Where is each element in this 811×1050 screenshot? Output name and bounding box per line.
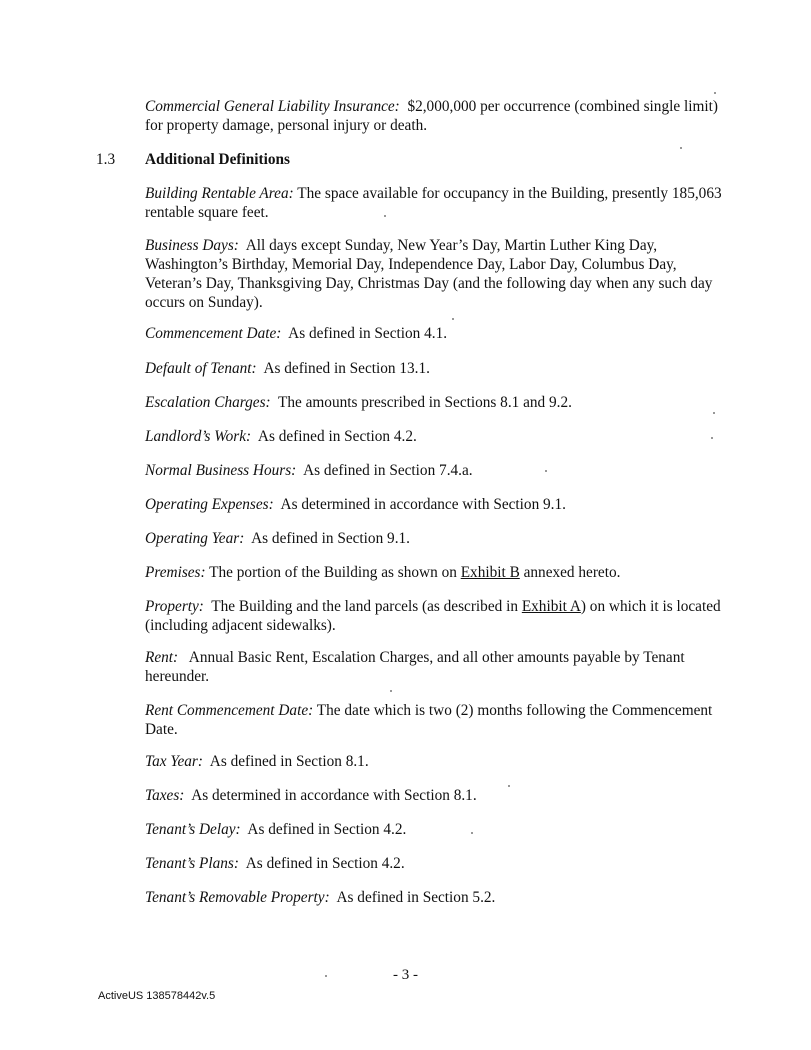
definition-term: Tenant’s Plans: [145,855,239,872]
definition-text: As defined in Section 4.2. [245,855,405,872]
definition-text: As determined in accordance with Section 8.1. [191,787,477,804]
definition-rent-commencement-date [145,701,725,739]
definition-term: Escalation Charges: [145,394,271,411]
definition-term: Premises: [145,564,206,581]
definition-landlords-work [145,427,725,446]
definition-text: The date which is two (2) months following the Commencement Date. [145,702,713,738]
definition-text: As defined in Section 5.2. [336,889,496,906]
scan-speck [390,690,392,692]
definition-term: Rent Commencement Date: [145,702,314,719]
definition-term: Default of Tenant: [145,360,257,377]
definition-taxes [145,786,725,805]
definition-operating-year [145,529,725,548]
definition-tenants-delay [145,820,725,839]
definition-text: As defined in Section 8.1. [209,753,369,770]
definition-normal-business-hours [145,461,725,480]
section-number: 1.3 [96,151,116,168]
definition-term: Landlord’s Work: [145,428,252,445]
definition-rent [145,648,725,686]
definition-building-rentable-area [145,184,725,222]
scan-speck [508,785,510,787]
definition-text: The Building and the land parcels (as described in [211,598,518,615]
definition-text: As defined in Section 4.2. [247,821,407,838]
definition-text: As defined in Section 4.2. [257,428,417,445]
definition-text: All days except Sunday, New Year’s Day, Martin Luther King Day, Washington’s Birthday, Memorial Day, Independence Day, Labor Day, Columbus Day, Veteran’s Day, Thanksgiving Day, Christmas Day (and the following day when any such day occurs on Sunday). [145,237,713,311]
scan-speck [713,412,715,414]
page-number: - 3 - [393,967,418,983]
definition-tenants-plans [145,854,725,873]
scan-speck [452,318,454,320]
scan-speck [471,832,473,834]
definition-text: As defined in Section 4.1. [288,325,448,342]
definition-text: As defined in Section 9.1. [251,530,411,547]
definition-tax-year [145,752,725,771]
definition-commercial-general-liability-insurance [145,97,725,135]
definition-text: Annual Basic Rent, Escalation Charges, and all other amounts payable by Tenant hereunder. [145,649,685,685]
definition-term: Tenant’s Delay: [145,821,241,838]
definition-text: ) on which it is located (including adjacent sidewalks). [145,598,721,634]
definition-term: Building Rentable Area: [145,185,294,202]
definition-property [145,597,725,635]
scan-speck [545,470,547,472]
definition-text: $2,000,000 per occurrence (combined single limit) for property damage, personal injury or death. [145,98,718,134]
definition-text: The amounts prescribed in Sections 8.1 and 9.2. [278,394,572,411]
definition-text: As defined in Section 7.4.a. [303,462,473,479]
definition-term: Commencement Date: [145,325,282,342]
scan-speck [711,437,713,439]
definition-premises [145,563,725,582]
definition-term: Business Days: [145,237,239,254]
definition-operating-expenses [145,495,725,514]
definition-term: Rent: [145,649,179,666]
definition-term: Tax Year: [145,753,203,770]
document-id-footer: ActiveUS 138578442v.5 [98,990,216,1002]
scan-speck [384,215,386,217]
exhibit-b-reference: Exhibit B [460,564,520,581]
definition-business-days [145,236,725,312]
scan-speck [680,147,682,149]
definition-text: As defined in Section 13.1. [263,360,430,377]
scan-speck [714,92,716,94]
scan-speck [325,975,327,977]
definition-term: Operating Year: [145,530,245,547]
definition-commencement-date [145,324,725,343]
definition-text: The space available for occupancy in the Building, presently 185,063 rentable square feet. [145,185,722,221]
definition-text: annexed hereto. [523,564,621,581]
definition-term: Property: [145,598,204,615]
definition-term: Normal Business Hours: [145,462,297,479]
definition-term: Commercial General Liability Insurance: [145,98,400,115]
definition-tenants-removable-property [145,888,725,907]
definition-text: As determined in accordance with Section 9.1. [280,496,566,513]
definition-default-of-tenant [145,359,725,378]
section-title: Additional Definitions [145,151,290,168]
definition-escalation-charges [145,393,725,412]
definition-term: Operating Expenses: [145,496,274,513]
exhibit-a-reference: Exhibit A [521,598,581,615]
definition-term: Taxes: [145,787,185,804]
definition-term: Tenant’s Removable Property: [145,889,330,906]
definition-text: The portion of the Building as shown on [209,564,457,581]
